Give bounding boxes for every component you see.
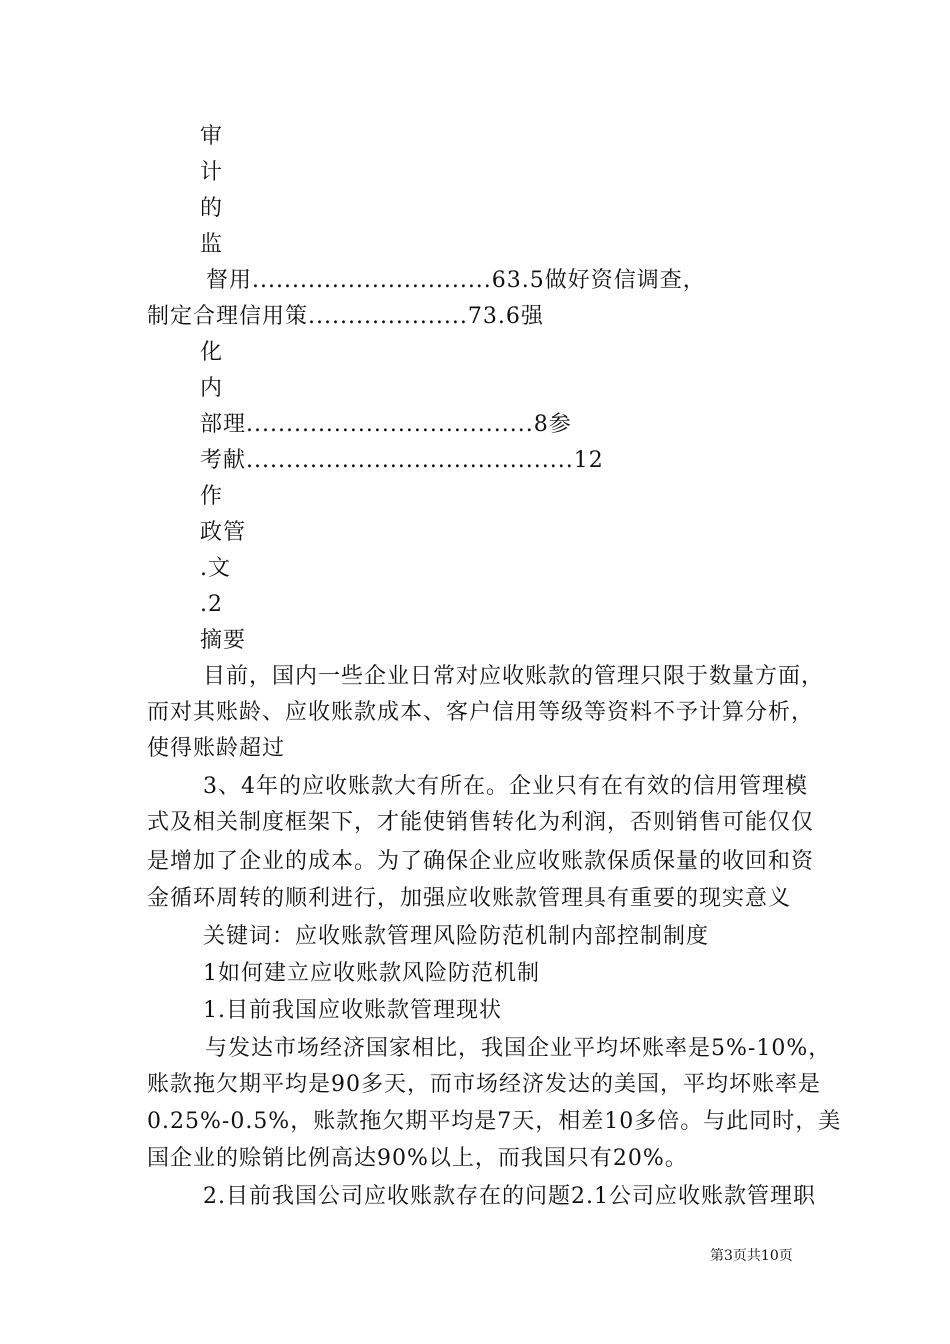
body-line: 目前，国内一些企业日常对应收账款的管理只限于数量方面， <box>203 664 825 689</box>
toc-line: 的 <box>200 196 224 221</box>
toc-line: 作 <box>200 484 224 509</box>
toc-line: 计 <box>200 160 224 185</box>
toc-line: 内 <box>200 376 224 401</box>
body-line: 金循环周转的顺利进行，加强应收账款管理具有重要的现实意义 <box>147 886 792 911</box>
abstract-heading: 摘要 <box>200 628 247 653</box>
toc-line: 制定合理信用策....................73.6强 <box>147 304 544 329</box>
body-line: 2.目前我国公司应收账款存在的问题2.1公司应收账款管理职 <box>203 1184 816 1209</box>
toc-line: 政管 <box>200 520 247 545</box>
keywords-line: 关键词：应收账款管理风险防范机制内部控制制度 <box>203 924 710 949</box>
body-line: 国企业的赊销比例高达90%以上，而我国只有20%。 <box>147 1146 688 1171</box>
body-line: 式及相关制度框架下，才能使销售转化为利润，否则销售可能仅仅 <box>147 810 815 835</box>
body-line: 账款拖欠期平均是90多天，而市场经济发达的美国，平均坏账率是 <box>147 1072 821 1097</box>
toc-line: 化 <box>200 340 224 365</box>
toc-line: 审 <box>200 124 224 149</box>
toc-line: 部理....................................8参 <box>200 412 572 437</box>
body-line: 与发达市场经济国家相比，我国企业平均坏账率是5%-10%， <box>205 1036 832 1061</box>
body-line: 而对其账龄、应收账款成本、客户信用等级等资料不予计算分析， <box>147 700 815 725</box>
subsection-heading: 1.目前我国应收账款管理现状 <box>203 998 502 1023</box>
toc-line: .文 <box>200 556 231 581</box>
page-number: 第3页共10页 <box>710 1248 793 1264</box>
toc-line: .2 <box>200 592 223 617</box>
section-heading: 1如何建立应收账款风险防范机制 <box>203 961 540 986</box>
body-line: 0.25%-0.5%，账款拖欠期平均是7天，相差10多倍。与此同时，美 <box>147 1109 842 1134</box>
body-line: 使得账龄超过 <box>147 736 286 761</box>
toc-line: 监 <box>200 232 224 257</box>
body-line: 3、4年的应收账款大有所在。企业只有在有效的信用管理模 <box>203 774 808 799</box>
toc-line: 督用..............................63.5做好资信调查， <box>206 268 706 293</box>
toc-line: 考献.........................................12 <box>200 448 604 473</box>
body-line: 是增加了企业的成本。为了确保企业应收账款保质保量的收回和资 <box>147 849 815 874</box>
